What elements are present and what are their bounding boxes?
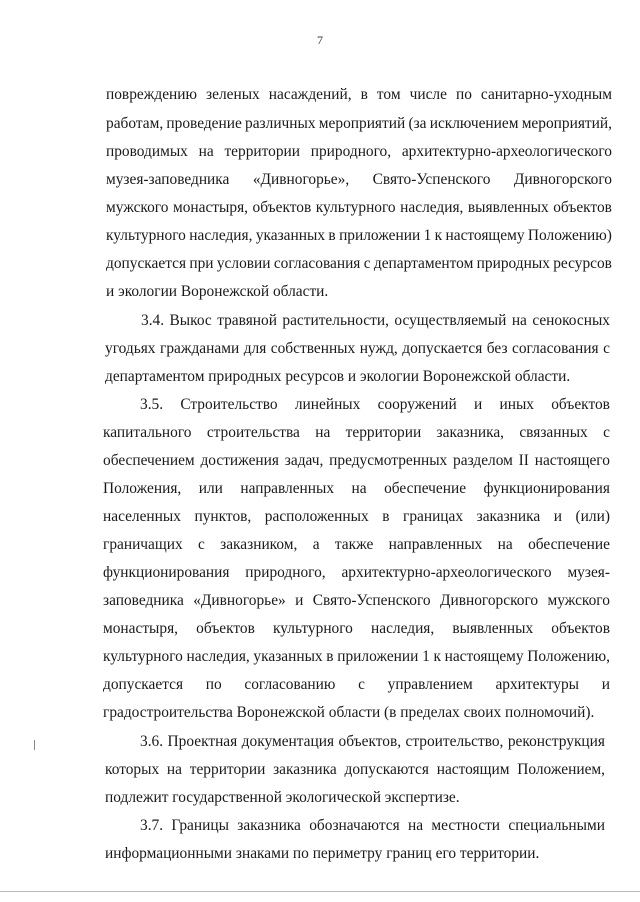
text-line: департаментом природных ресурсов и экологии Воронежской области. [105, 368, 571, 385]
word: допускается [103, 676, 184, 693]
text-line [103, 563, 610, 583]
word: 3.7. [140, 817, 164, 834]
text-line [103, 507, 610, 527]
word: наследия, [371, 620, 435, 637]
margin-mark [34, 740, 35, 750]
text-line: информационными знаками по периметру границ его территории. [105, 845, 540, 862]
word: настоящим [436, 761, 510, 778]
word: также [334, 536, 374, 553]
text-line [140, 395, 610, 415]
word: природного, [245, 564, 326, 581]
word: монастыря, [172, 199, 248, 216]
text-line [140, 732, 605, 752]
word: специальными [508, 817, 605, 834]
word: 1 [422, 648, 430, 665]
word: ресурсов [553, 255, 612, 272]
word: капитального [103, 424, 192, 441]
word: с [358, 676, 365, 693]
word: архитектуры [495, 676, 579, 693]
word: зеленых [206, 86, 260, 103]
scan-edge-line [0, 891, 640, 892]
word: к [434, 227, 443, 244]
word: без [486, 340, 508, 357]
word: заповедника [103, 592, 184, 609]
word: с [197, 536, 205, 553]
word: указанных [253, 648, 323, 665]
word: насаждений, [268, 86, 352, 103]
word: Строительство [180, 396, 278, 413]
word: связанных [519, 424, 588, 441]
word: музея- [567, 564, 610, 581]
word: в [328, 227, 336, 244]
word: заказника [476, 508, 541, 525]
word: и [295, 592, 304, 609]
word: различных [245, 115, 316, 132]
word: строительства [206, 424, 300, 441]
word: сенокосных [532, 312, 610, 329]
word: том [376, 86, 401, 103]
word: направленных [388, 536, 483, 553]
word: на [408, 817, 424, 834]
word: 3.5. [140, 396, 164, 413]
text-line [106, 198, 612, 218]
word: Свято-Успенского [312, 592, 431, 609]
word: 1 [423, 227, 432, 244]
word: гражданами [160, 340, 240, 357]
word: которых [105, 761, 160, 778]
word: архитектурно-археологического [401, 143, 612, 160]
text-line [105, 339, 610, 359]
word: в [326, 648, 334, 665]
word: (за [408, 115, 427, 132]
word: предусмотренных [329, 452, 448, 469]
word: Положению, [527, 648, 610, 665]
word: мужского [106, 199, 169, 216]
text-line [103, 647, 610, 667]
word: заказника [273, 761, 337, 778]
word: сооружений [377, 396, 457, 413]
word: согласования [512, 340, 599, 357]
word: по [205, 676, 222, 693]
word: при [189, 255, 214, 272]
text-line: градостроительства Воронежской области (в пределах своих полномочий). [103, 704, 595, 721]
text-line: и экологии Воронежской области. [106, 283, 329, 300]
word: допускаются [344, 761, 429, 778]
word: наследия, [186, 648, 250, 665]
word: приложении [339, 227, 421, 244]
word: наследия, [189, 227, 253, 244]
word: обеспечение [528, 536, 610, 553]
word: территории [189, 761, 266, 778]
word: природных [476, 255, 550, 272]
word: культурного [315, 199, 396, 216]
word: с [363, 255, 371, 272]
word: на [166, 761, 182, 778]
word: документация [241, 733, 335, 750]
word: повреждению [106, 86, 197, 103]
word: 3.6. [140, 733, 164, 750]
text-line [141, 311, 610, 331]
text-line [103, 451, 610, 471]
word: а [312, 536, 320, 553]
word: и [601, 676, 610, 693]
word: растительности, [282, 312, 389, 329]
word: Положением, [517, 761, 605, 778]
word: Проектная [167, 733, 238, 750]
word: к [433, 648, 441, 665]
word: функционирования [483, 480, 610, 497]
word: расположенных [264, 508, 369, 525]
word: для [243, 340, 267, 357]
word: мероприятий, [521, 115, 612, 132]
word: разделом [453, 452, 513, 469]
word: приложении [337, 648, 419, 665]
word: строительство, [405, 733, 504, 750]
word: проводимых [106, 143, 188, 160]
word: задач, [284, 452, 324, 469]
text-line [103, 535, 610, 555]
word: пунктов, [194, 508, 252, 525]
word: на [511, 312, 527, 329]
text-line [103, 675, 610, 695]
word: «Дивногорье», [252, 171, 350, 188]
word: функционирования [103, 564, 230, 581]
word: указанных [255, 227, 326, 244]
word: выявленных [452, 620, 534, 637]
word: природного, [310, 143, 392, 160]
word: II [518, 452, 529, 469]
word: управлением [387, 676, 473, 693]
word: нужд, [359, 340, 398, 357]
text-line [105, 760, 605, 780]
word: собственных [270, 340, 356, 357]
text-line [140, 816, 605, 836]
word: работам, [106, 115, 164, 132]
word: числе [409, 86, 447, 103]
word: Дивногорского [513, 171, 612, 188]
word: травяной [217, 312, 277, 329]
word: архитектурно-археологического [341, 564, 552, 581]
text-line [106, 170, 612, 190]
word: объектов [252, 199, 312, 216]
word: согласованию [244, 676, 336, 693]
word: границах [403, 508, 464, 525]
word: территории [345, 424, 422, 441]
word: направленных [240, 480, 335, 497]
word: по [455, 86, 472, 103]
text-line [106, 114, 612, 134]
word: объектов [196, 620, 255, 637]
word: культурного [106, 227, 186, 244]
word: на [497, 536, 513, 553]
word: и [553, 508, 563, 525]
word: на [315, 424, 331, 441]
word: обеспечением [103, 452, 195, 469]
text-line [106, 254, 612, 274]
word: обозначаются [309, 817, 400, 834]
text-line [103, 591, 610, 611]
word: настоящему [445, 227, 525, 244]
word: мужского [547, 592, 610, 609]
word: объектов [553, 199, 612, 216]
word: Положения, [103, 480, 182, 497]
word: объектов [551, 620, 610, 637]
word: объектов [551, 396, 610, 413]
text-line [106, 142, 612, 162]
word: местности [431, 817, 501, 834]
word: проведение [166, 115, 242, 132]
text-line [106, 226, 612, 246]
word: объектов, [338, 733, 402, 750]
word: исключением [429, 115, 519, 132]
word: настоящего [534, 452, 610, 469]
word: с [603, 340, 610, 357]
page-number: 7 [317, 33, 323, 47]
word: монастыря, [103, 620, 179, 637]
word: или [198, 480, 223, 497]
word: 3.4. [141, 312, 165, 329]
word: мероприятий [318, 115, 406, 132]
word: населенных [103, 508, 181, 525]
word: обеспечение [384, 480, 467, 497]
word: (или) [575, 508, 610, 525]
word: с [603, 424, 610, 441]
text-line [103, 423, 610, 443]
word: условии [216, 255, 271, 272]
word: Свято-Успенского [372, 171, 491, 188]
word: осуществляемый [394, 312, 507, 329]
word: линейных [294, 396, 361, 413]
word: достижения [200, 452, 279, 469]
text-line [103, 619, 610, 639]
word: Дивногорского [439, 592, 539, 609]
word: и [474, 396, 483, 413]
word: заказником, [220, 536, 298, 553]
word: граничащих [103, 536, 183, 553]
word: угодьях [105, 340, 156, 357]
word: заказника [237, 817, 301, 834]
word: Границы [171, 817, 229, 834]
word: в [382, 508, 390, 525]
word: «Дивногорье» [193, 592, 286, 609]
word: допускается [106, 255, 187, 272]
word: наследия, [400, 199, 464, 216]
word: департаментом [373, 255, 474, 272]
word: на [198, 143, 214, 160]
word: согласования [273, 255, 361, 272]
word: в [360, 86, 368, 103]
word: настоящему [444, 648, 524, 665]
word: реконструкция [507, 733, 605, 750]
word: допускается [402, 340, 483, 357]
word: иных [499, 396, 534, 413]
word: Выкос [169, 312, 212, 329]
text-line [103, 479, 610, 499]
word: Положению) [527, 227, 612, 244]
word: заказника, [436, 424, 505, 441]
text-line: подлежит государственной экологической экспертизе. [105, 789, 460, 806]
word: санитарно-уходным [480, 86, 612, 103]
word: территории [224, 143, 301, 160]
word: культурного [273, 620, 353, 637]
word: на [351, 480, 367, 497]
word: культурного [103, 648, 183, 665]
text-line [106, 85, 612, 105]
word: музея-заповедника [106, 171, 230, 188]
word: выявленных [467, 199, 549, 216]
